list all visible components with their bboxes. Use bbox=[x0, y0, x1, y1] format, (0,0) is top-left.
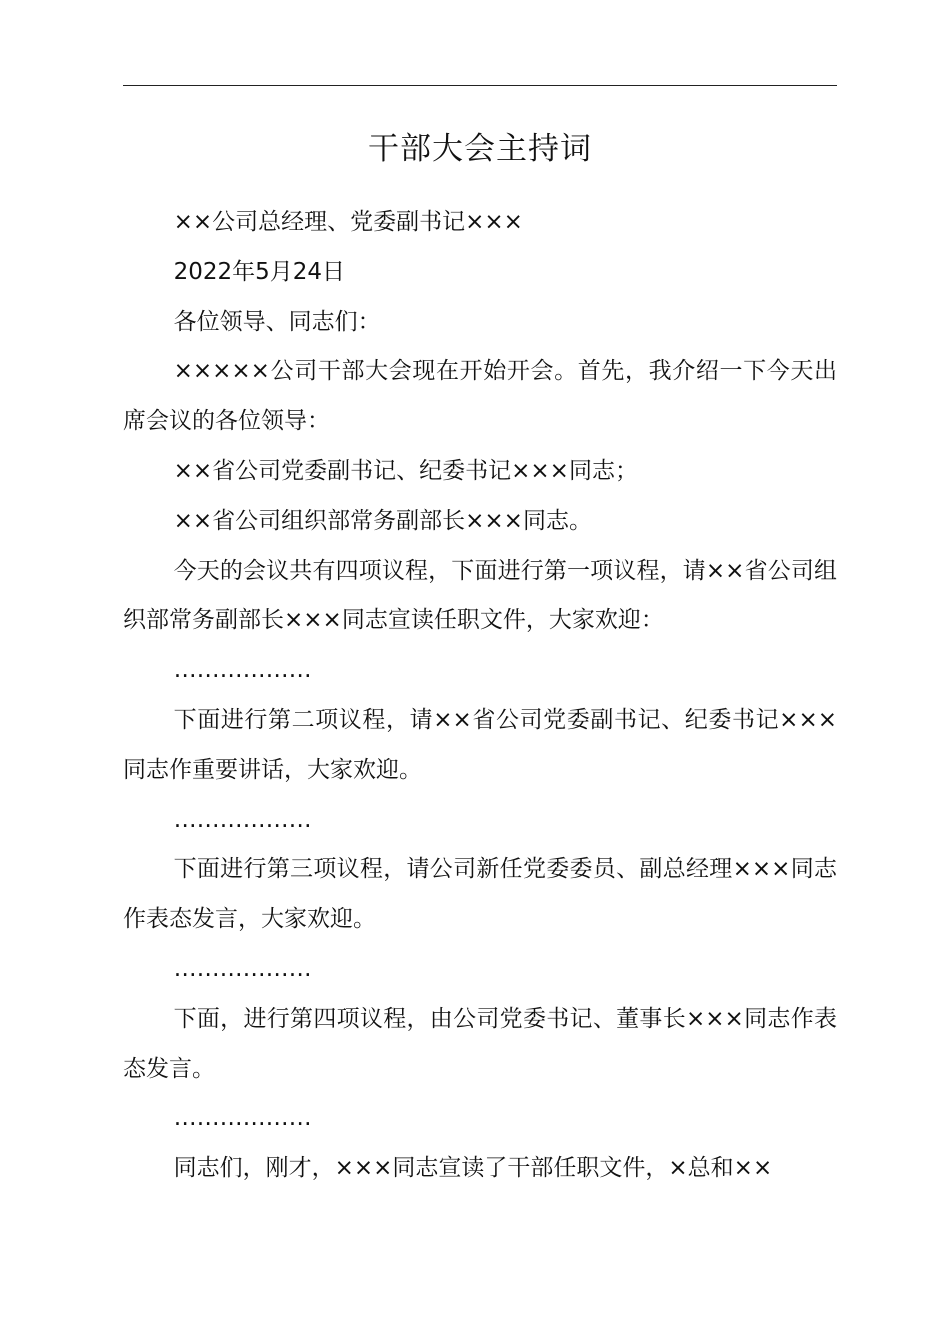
speaker-line: ××公司总经理、党委副书记××× bbox=[173, 209, 523, 235]
paragraph: ×××××公司干部大会现在开始开会。首先，我介绍一下今天出席会议的各位领导： bbox=[123, 358, 837, 435]
paragraph: 同志们，刚才，×××同志宣读了干部任职文件，×总和×× bbox=[173, 1155, 773, 1182]
paragraph: ××省公司党委副书记、纪委书记×××同志； bbox=[173, 457, 638, 484]
ellipsis-line: ……………… bbox=[173, 955, 312, 982]
paragraph: 下面，进行第四项议程，由公司党委书记、董事长×××同志作表态发言。 bbox=[123, 1005, 837, 1082]
paragraph: 下面进行第二项议程，请××省公司党委副书记、纪委书记×××同志作重要讲话，大家欢迎。 bbox=[123, 706, 837, 783]
paragraph: 下面进行第三项议程，请公司新任党委委员、副总经理×××同志作表态发言，大家欢迎。 bbox=[123, 856, 837, 933]
ellipsis-line: ……………… bbox=[173, 806, 312, 833]
ellipsis-line: ……………… bbox=[173, 1105, 312, 1132]
salutation: 各位领导、同志们： bbox=[173, 308, 381, 335]
paragraph: ××省公司组织部常务副部长×××同志。 bbox=[173, 507, 592, 534]
document-title: 干部大会主持词 bbox=[368, 131, 592, 167]
date-line: 2022年5月24日 bbox=[173, 258, 346, 285]
header-rule bbox=[123, 85, 837, 86]
document-body bbox=[123, 198, 837, 1194]
ellipsis-line: ……………… bbox=[173, 657, 312, 684]
paragraph: 今天的会议共有四项议程，下面进行第一项议程，请××省公司组织部常务副部长×××同志宣读任职文件，大家欢迎： bbox=[123, 557, 837, 634]
